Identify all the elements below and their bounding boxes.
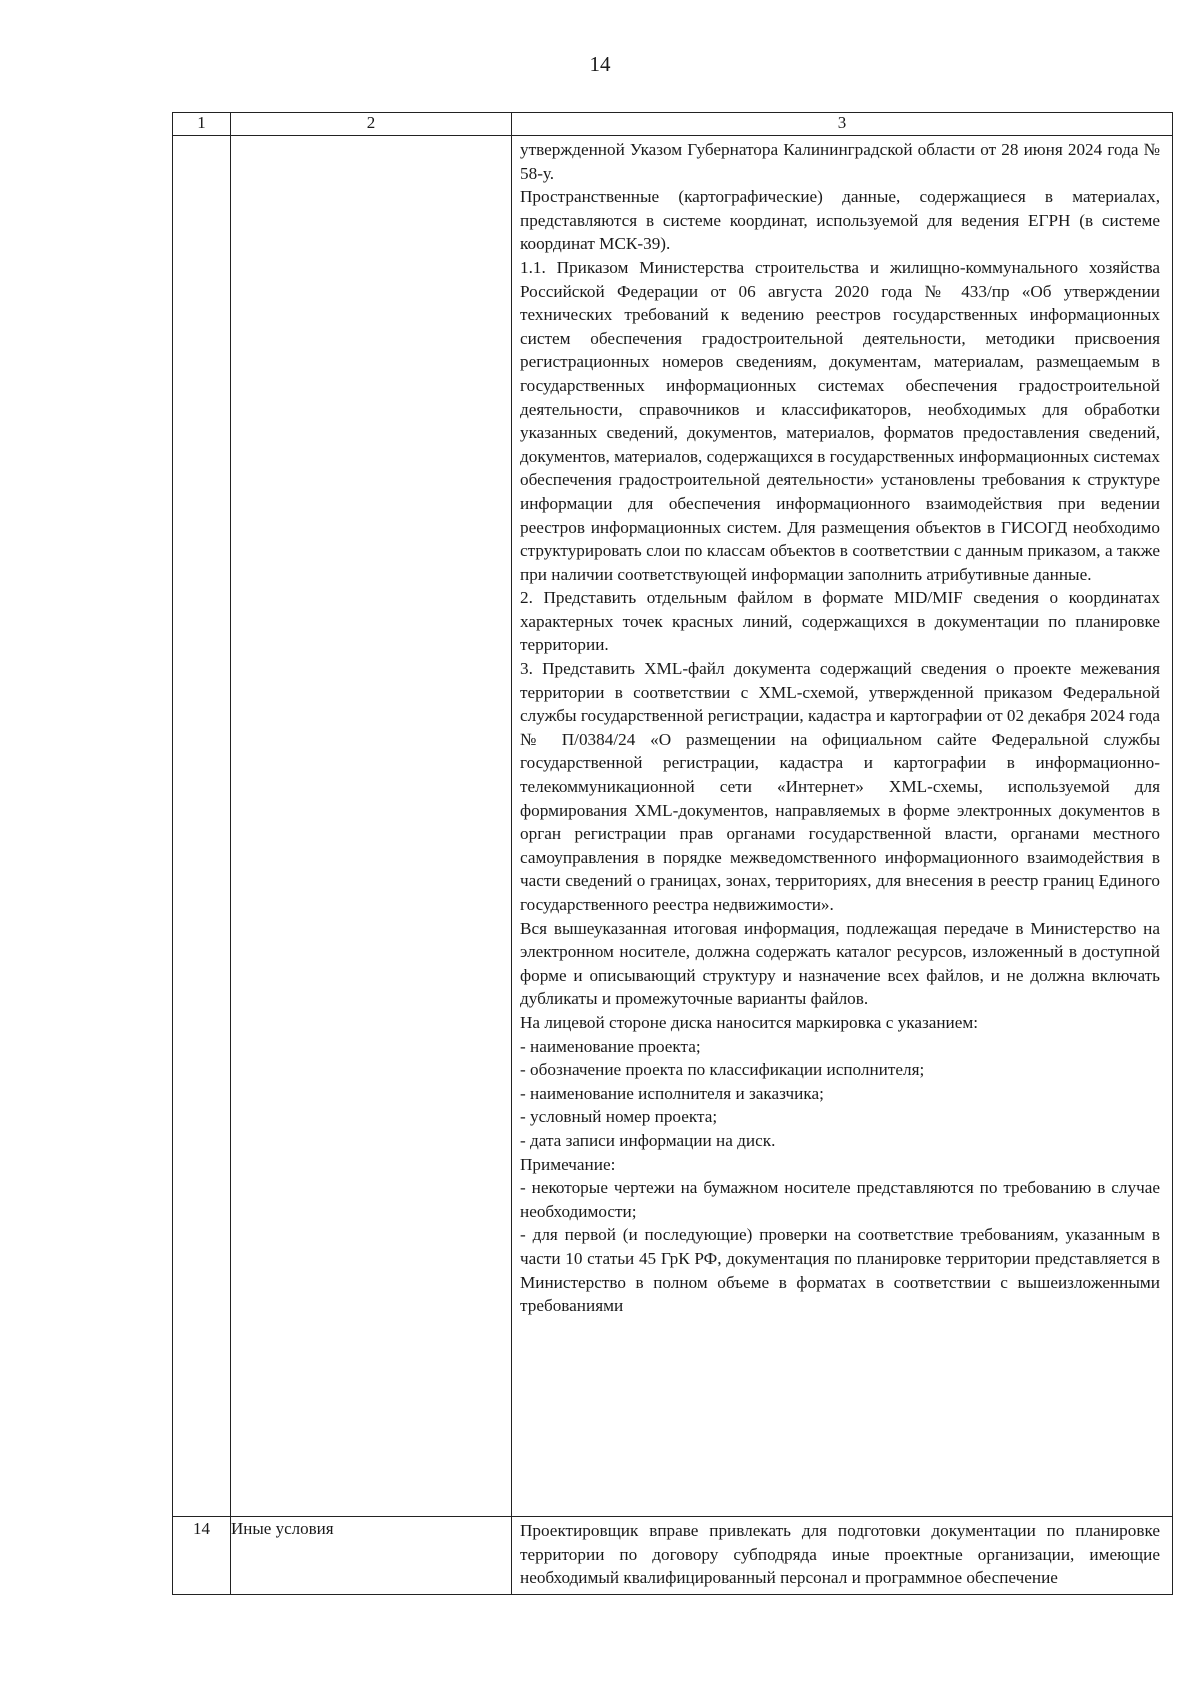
table-row-14 <box>173 1517 1173 1595</box>
continuation-row <box>173 136 1173 1517</box>
requirements-table <box>172 112 1173 1595</box>
row-label: Иные условия <box>231 1517 512 1595</box>
header-col-1: 1 <box>173 113 231 136</box>
note-item: - для первой (и последующие) проверки на соответствие требованиям, указанным в части 10 статьи 45 ГрК РФ, документация по планировке территории представляется в Министерство в полном объеме в форматах в соответствии с вышеизложенными требованиями <box>520 1225 1160 1316</box>
paragraph: Вся вышеуказанная итоговая информация, подлежащая передаче в Министерство на электронном носителе, должна содержать каталог ресурсов, изложенный в доступной форме и описывающий структуру и назначение всех файлов, и не должна включать дубликаты и промежуточные варианты файлов. <box>520 918 1160 1009</box>
row-text: Проектировщик вправе привлекать для подготовки документации по планировке территории по договору субподряда иные проектные организации, имеющие необходимый квалифицированный персонал и программное обеспечение <box>520 1521 1160 1588</box>
note-item: - некоторые чертежи на бумажном носителе представляются по требованию в случае необходимости; <box>520 1178 1160 1221</box>
continuation-label-cell <box>231 136 512 1517</box>
row-text-cell <box>512 1517 1173 1595</box>
paragraph: 1.1. Приказом Министерства строительства и жилищно-коммунального хозяйства Российской Федерации от 06 августа 2020 года № 433/пр «Об утверждении технических требований к ведению реестров государственных информационных систем обеспечения градостроительной деятельности, методики присвоения регистрационных номеров сведениям, документам, материалам, размещаемым в государственных информационных системах обеспечения градостроительной деятельности, справочников и классификаторов, необходимых для обработки указанных сведений, документов, материалов, форматов предоставления сведений, документов, материалов, содержащихся в государственных информационных системах обеспечения градостроительной деятельности» установлены требования к структуре информации для обеспечения информационного взаимодействия при ведении реестров информационных систем. Для размещения объектов в ГИСОГД необходимо структурировать слои по классам объектов в соответствии с данным приказом, а также при наличии соответствующей информации заполнить атрибутивные данные. <box>520 257 1160 584</box>
continuation-number-cell <box>173 136 231 1517</box>
header-col-3: 3 <box>512 113 1173 136</box>
paragraph: 2. Представить отдельным файлом в формате MID/MIF сведения о координатах характерных точек красных линий, содержащихся в документации по планировке территории. <box>520 588 1160 655</box>
paragraph: Пространственные (картографические) данные, содержащиеся в материалах, представляются в системе координат, используемой для ведения ЕГРН (в системе координат МСК-39). <box>520 187 1160 254</box>
list-item: - обозначение проекта по классификации исполнителя; <box>520 1060 925 1080</box>
list-item: - наименование проекта; <box>520 1036 701 1056</box>
header-col-2: 2 <box>231 113 512 136</box>
note-heading: Примечание: <box>520 1154 616 1174</box>
table-header-row <box>173 113 1173 136</box>
list-item: - условный номер проекта; <box>520 1107 718 1127</box>
row-number: 14 <box>173 1517 231 1595</box>
paragraph: На лицевой стороне диска наносится маркировка с указанием: <box>520 1012 979 1032</box>
page-number: 14 <box>589 52 611 76</box>
continuation-text-cell <box>512 136 1173 1517</box>
list-item: - дата записи информации на диск. <box>520 1130 776 1150</box>
list-item: - наименование исполнителя и заказчика; <box>520 1083 824 1103</box>
paragraph: 3. Представить XML-файл документа содержащий сведения о проекте межевания территории в соответствии с XML-схемой, утвержденной приказом Федеральной службы государственной регистрации, кадастра и картографии от 02 декабря 2024 года № П/0384/24 «О размещении на официальном сайте Федеральной службы государственной регистрации, кадастра и картографии в информационно-телекоммуникационной сети «Интернет» XML-схемы, используемой для формирования XML-документов, направляемых в форме электронных документов в орган регистрации прав органами государственной власти, органами местного самоуправления в порядке межведомственного информационного взаимодействия в части сведений о границах, зонах, территориях, для внесения в реестр границ Единого государственного реестра недвижимости». <box>520 659 1160 914</box>
paragraph: утвержденной Указом Губернатора Калининградской области от 28 июня 2024 года № 58-у. <box>520 140 1160 183</box>
